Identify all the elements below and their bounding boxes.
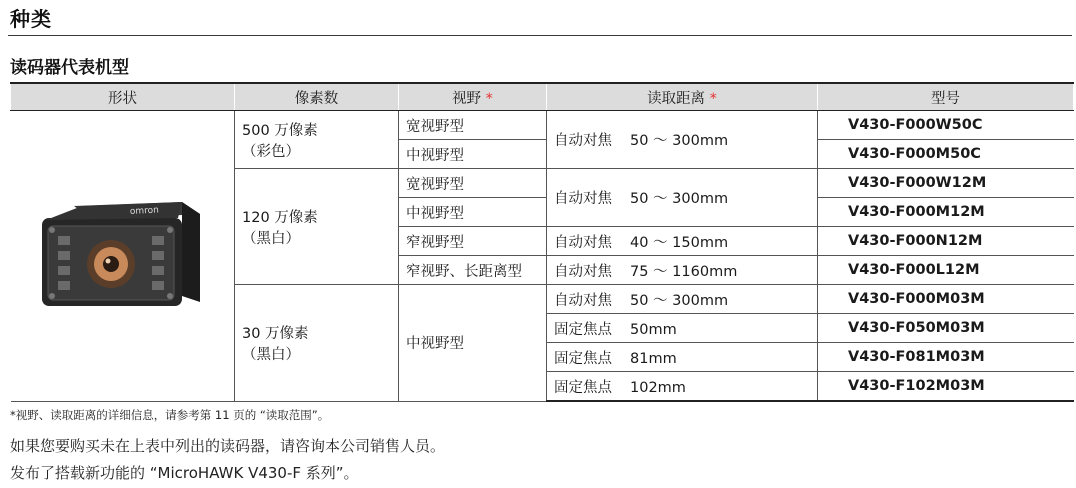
- title-divider: [8, 35, 1072, 36]
- page-title: 种类: [10, 7, 52, 31]
- distance-cell: 固定焦点 50mm: [547, 314, 818, 343]
- fov-cell: 窄视野型: [399, 227, 547, 256]
- distance-cell: 自动对焦 50 ～ 300mm: [547, 285, 818, 314]
- pixels-cell: 30 万像素 （黑白）: [235, 285, 399, 402]
- model-cell: V430-F000W12M: [818, 169, 1074, 198]
- model-cell: V430-F000M50C: [818, 140, 1074, 169]
- model-cell: V430-F000M03M: [818, 285, 1074, 314]
- header-fov: 视野 *: [399, 83, 547, 111]
- contact-paragraph: 如果您要购买未在上表中列出的读码器，请咨询本公司销售人员。: [10, 437, 446, 455]
- required-mark: *: [709, 90, 717, 107]
- model-cell: V430-F081M03M: [818, 343, 1074, 372]
- model-cell: V430-F050M03M: [818, 314, 1074, 343]
- fov-cell: 中视野型: [399, 285, 547, 402]
- header-pixels: 像素数: [235, 83, 399, 111]
- model-cell: V430-F000W50C: [818, 111, 1074, 140]
- model-cell: V430-F000M12M: [818, 198, 1074, 227]
- header-model: 型号: [818, 83, 1074, 111]
- distance-cell: 自动对焦 50 ～ 300mm: [547, 169, 818, 227]
- model-table: [10, 82, 1074, 402]
- fov-cell: 窄视野、长距离型: [399, 256, 547, 285]
- distance-cell: 固定焦点 102mm: [547, 372, 818, 402]
- fov-cell: 中视野型: [399, 140, 547, 169]
- distance-cell: 自动对焦 40 ～ 150mm: [547, 227, 818, 256]
- brand-logo: omron: [129, 205, 160, 217]
- fov-cell: 宽视野型: [399, 111, 547, 140]
- table-row: [11, 111, 1074, 140]
- header-shape: 形状: [11, 83, 235, 111]
- model-cell: V430-F000L12M: [818, 256, 1074, 285]
- pixels-cell: 120 万像素 （黑白）: [235, 169, 399, 285]
- section-subtitle: 读码器代表机型: [10, 58, 129, 78]
- distance-cell: 自动对焦 50 ～ 300mm: [547, 111, 818, 169]
- fov-cell: 中视野型: [399, 198, 547, 227]
- distance-cell: 自动对焦 75 ～ 1160mm: [547, 256, 818, 285]
- header-distance: 读取距离 *: [547, 83, 818, 111]
- fov-cell: 宽视野型: [399, 169, 547, 198]
- model-cell: V430-F102M03M: [818, 372, 1074, 402]
- required-mark: *: [485, 90, 493, 107]
- scanner-device-image: [22, 184, 222, 324]
- model-cell: V430-F000N12M: [818, 227, 1074, 256]
- release-paragraph: 发布了搭载新功能的 “MicroHAWK V430-F 系列”。: [10, 464, 359, 482]
- footnote: *视野、读取距离的详细信息，请参考第 11 页的 “读取范围”。: [10, 408, 330, 422]
- pixels-cell: 500 万像素 （彩色）: [235, 111, 399, 169]
- distance-cell: 固定焦点 81mm: [547, 343, 818, 372]
- table-header-row: [11, 83, 1074, 111]
- device-image-cell: [11, 111, 235, 402]
